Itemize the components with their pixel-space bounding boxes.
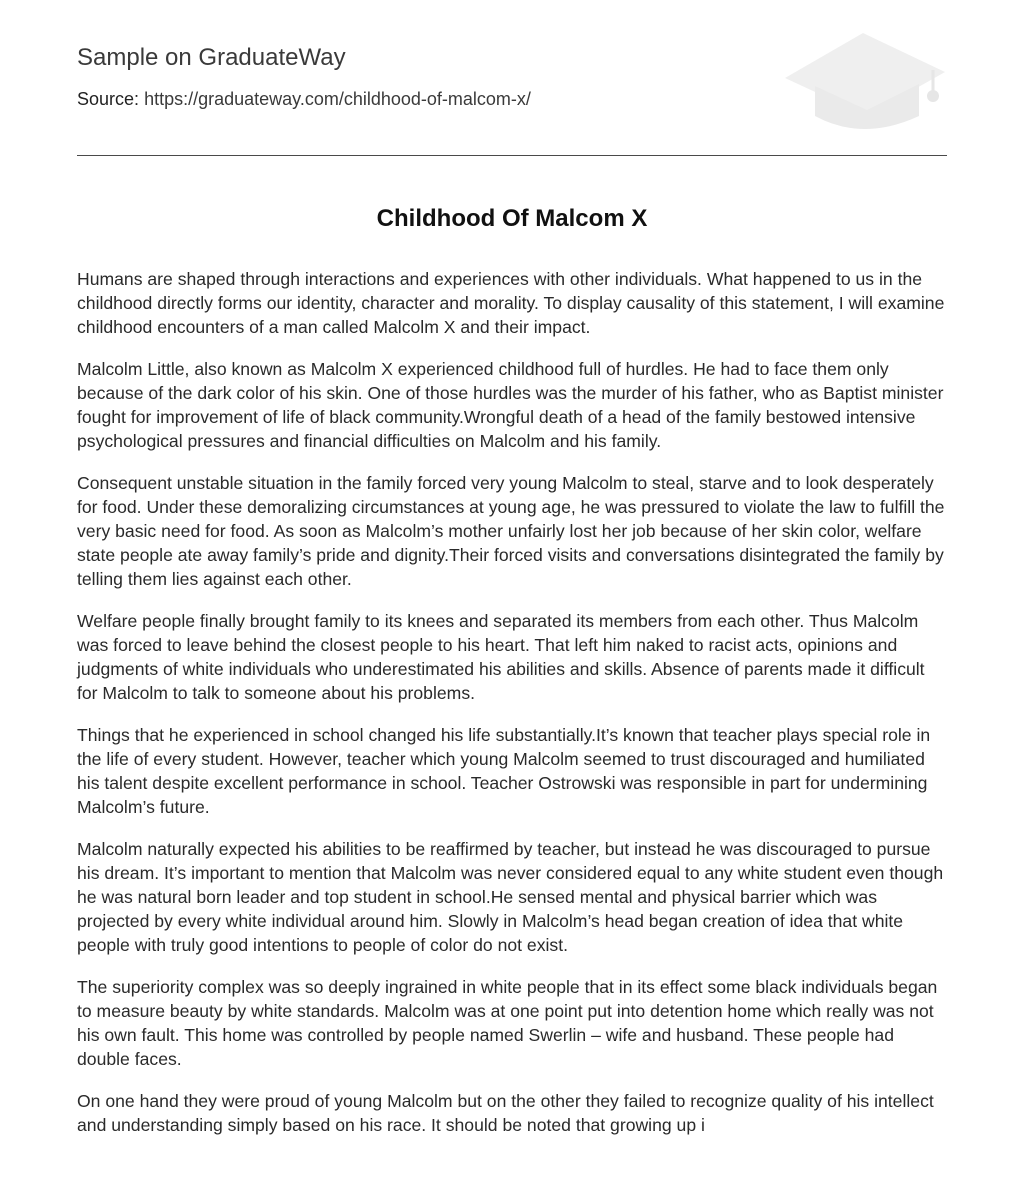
source-label: Source: [77,89,140,109]
graduation-cap-icon [781,30,947,134]
article-title: Childhood Of Malcom X [376,205,648,232]
article-paragraph: Malcolm naturally expected his abilities to be reaffirmed by teacher, but instead he was discouraged to pursue his dream. It’s important to mention that Malcolm was never considered equal to any white student even though he was natural born leader and top student in school.He sensed mental and physical barrier which was projected by every white individual around him. Slowly in Malcolm’s head began creation of idea that white people with truly good intentions to people of color do not exist. [77,839,944,955]
article-paragraph: Consequent unstable situation in the family forced very young Malcolm to steal, starve and to look desperately for food. Under these demoralizing circumstances at young age, he was pressured to violate the law to fulfill the very basic need for food. As soon as Malcolm’s mother unfairly lost her job because of her skin color, welfare state people ate away family’s pride and dignity.Their forced visits and conversations disintegrated the family by telling them lies against each other. [77,473,945,589]
source-line [77,89,531,110]
article-paragraph: Humans are shaped through interactions and experiences with other individuals. What happened to us in the childhood directly forms our identity, character and morality. To display causality of this statement, I will examine childhood encounters of a man called Malcolm X and their impact. [77,269,945,337]
article-paragraph: Things that he experienced in school changed his life substantially.It’s known that teacher plays special role in the life of every student. However, teacher which young Malcolm seemed to trust discouraged and humiliated his talent despite excellent performance in school. Teacher Ostrowski was responsible in part for undermining Malcolm’s future. [77,725,931,817]
article-paragraph: Malcolm Little, also known as Malcolm X experienced childhood full of hurdles. He had to face them only because of the dark color of his skin. One of those hurdles was the murder of his father, who as Baptist minister fought for improvement of life of black community.Wrongful death of a head of the family bestowed intensive psychological pressures and financial difficulties on Malcolm and his family. [77,359,944,451]
source-link[interactable]: https://graduateway.com/childhood-of-malcom-x/ [144,89,531,109]
page-header [77,0,947,156]
article-body [77,267,949,1155]
article-paragraph: The superiority complex was so deeply ingrained in white people that in its effect some black individuals began to measure beauty by white standards. Malcolm was at one point put into detention home which really was not his own fault. This home was controlled by people named Swerlin – wife and husband. These people had double faces. [77,977,938,1069]
header-divider [77,155,947,156]
article-paragraph: On one hand they were proud of young Malcolm but on the other they failed to recognize quality of his intellect and understanding simply based on his race. It should be noted that growing up i [77,1091,934,1135]
article-paragraph: Welfare people finally brought family to its knees and separated its members from each other. Thus Malcolm was forced to leave behind the closest people to his heart. That left him naked to racist acts, opinions and judgments of white individuals who underestimated his abilities and skills. Absence of parents made it difficult for Malcolm to talk to someone about his problems. [77,611,925,703]
site-title: Sample on GraduateWay [77,44,346,71]
